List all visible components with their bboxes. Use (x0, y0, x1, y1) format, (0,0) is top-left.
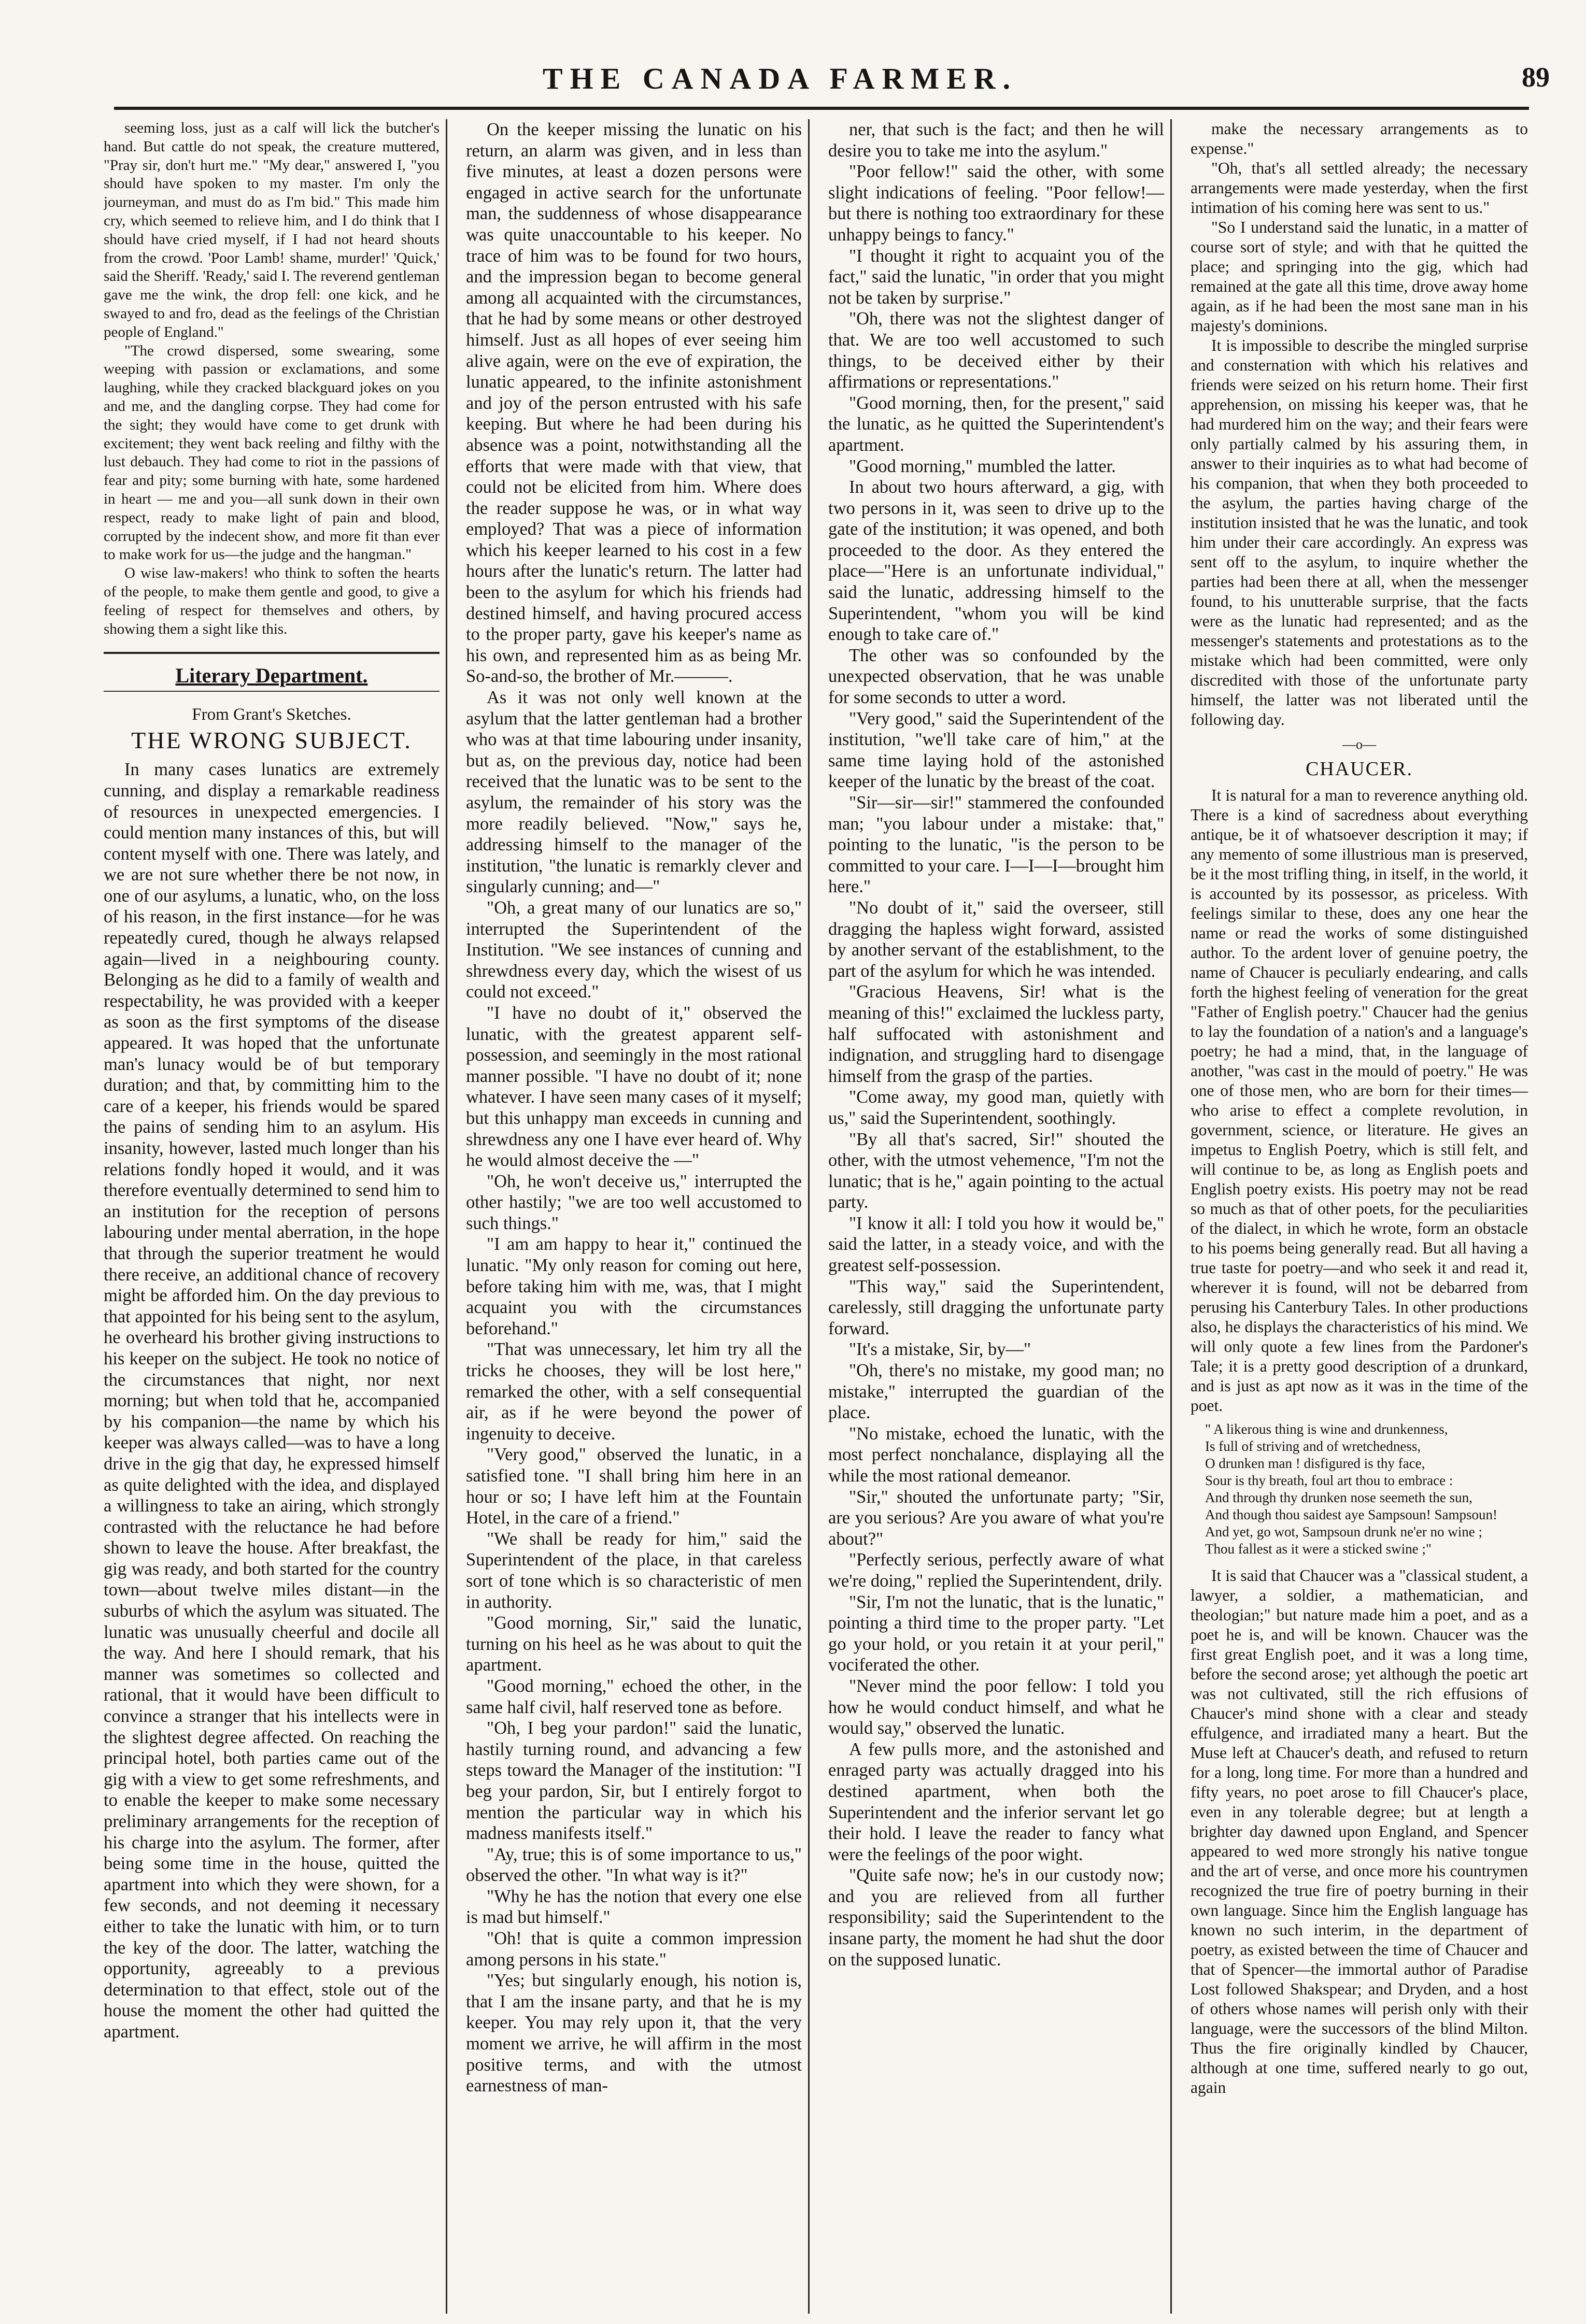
paragraph: "I thought it right to acquaint you of the fact," said the lunatic, "in order that you might not be taken by surprise." (828, 246, 1164, 308)
section-rule (104, 691, 440, 692)
paragraph: "Oh, I beg your pardon!" said the lunatic, hastily turning round, and advancing a few steps toward the Manager of the institution: "I beg your pardon, Sir, but I entirely forgot to mention the particular way in which his madness manifests itself." (466, 1718, 802, 1844)
page-header (31, 61, 1550, 123)
paragraph: "So I understand said the lunatic, in a matter of course sort of style; and with that he quitted the place; and springing into the gig, which had remained at the gate all this time, drove away home again, as if he had been the most sane man in his majesty's dominions. (1191, 218, 1528, 335)
paragraph: "Good morning, Sir," said the lunatic, turning on his heel as he was about to quit the apartment. (466, 1613, 802, 1675)
verse-line: And yet, go wot, Sampsoun drunk ne'er no wine ; (1205, 1524, 1483, 1539)
column-1 (104, 119, 447, 2314)
paragraph: As it was not only well known at the asylum that the latter gentleman had a brother who was at that time labouring under insanity, but as, on the previous day, notice had been received that the lunatic was to be sent to the asylum, the remainder of his story was the more readily believed. "Now," says he, addressing himself to the manager of the institution, "the lunatic is remarkly clever and singularly cunning; and—" (466, 688, 802, 897)
paragraph: "Good morning, then, for the present," said the lunatic, as he quitted the Superintendent's apartment. (828, 393, 1164, 455)
paragraph: "Ay, true; this is of some importance to us," observed the other. "In what way is it?" (466, 1844, 802, 1886)
verse-line: Sour is thy breath, foul art thou to embrace : (1205, 1473, 1453, 1488)
paragraph: "Oh, that's all settled already; the necessary arrangements were made yesterday, when the first intimation of his coming here was sent to us." (1191, 159, 1528, 217)
paragraph: "Sir—sir—sir!" stammered the confounded man; "you labour under a mistake: that," pointing to the lunatic, "is the person to be committed to your care. I—I—I—brought him here." (828, 793, 1164, 897)
paragraph: "Oh, he won't deceive us," interrupted the other hastily; "we are too well accustomed to such things." (466, 1171, 802, 1233)
paragraph: "Oh, a great many of our lunatics are so," interrupted the Superintendent of the Institution. "We see instances of cunning and shrewdness every day, which the wisest of us could not exceed." (466, 897, 802, 1002)
paragraph: "It's a mistake, Sir, by—" (849, 1339, 1031, 1360)
header-rule (114, 107, 1529, 110)
paragraph: On the keeper missing the lunatic on his return, an alarm was given, and in less than five minutes, at least a dozen persons were engaged in active search for the unfortunate man, the suddenness of whose disappearance was quite unaccountable to his keeper. No trace of him was to be found for two hours, and the impression began to become general among all acquainted with the circumstances, that he had by some means or other destroyed himself. Just as all hopes of ever seeing him alive again, were on the eve of expiration, the lunatic appeared, to the infinite astonishment and joy of the person entrusted with his safe keeping. But where he had been during his absence was a point, notwithstanding all the efforts that were made with that view, that could not be elicited from him. Where does the reader suppose he was, or in what way employed? That was a piece of information which his keeper learned to his cost in a few hours after the lunatic's return. The latter had been to the asylum for which his friends had destined himself, and having procured access to the proper party, gave his keeper's name as his own, and represented him as as being Mr. So-and-so, the brother of Mr.———. (466, 120, 802, 687)
verse-line: O drunken man ! disfigured is thy face, (1205, 1456, 1425, 1471)
article-title: CHAUCER. (1305, 758, 1413, 780)
verse-line: Thou fallest as it were a sticked swine ;" (1205, 1541, 1432, 1557)
paragraph: It is natural for a man to reverence anything old. There is a kind of sacredness about everything antique, be it of whatsoever description it may; if any memento of some illustrious man is preserved, be it the most trifling thing, in itself, in the world, it is accounted by its possessor, as priceless. With feelings similar to these, does any one hear the name or read the works of some distinguished author. To the ardent lover of genuine poetry, the name of Chaucer is peculiarly endearing, and calls forth the highest feeling of veneration for the great "Father of English poetry." Chaucer had the genius to lay the foundation of a nation's and a language's poetry; he had a mind, that, in the language of another, "was cast in the mould of poetry." He was one of those men, who are born for their times—who arise to effect a complete revolution, in government, science, or literature. He gives an impetus to English Poetry, which is still felt, and will continue to be, as long as English poets and English poetry exists. His poetry may not be read so much as that of other poets, for the peculiarities of the dialect, in which he wrote, form an obstacle to his poems being generally read. But all having a true taste for poetry—and who seek it and read it, wherever it is found, will not be debarred from perusing his Canterbury Tales. In other productions also, he displays the characteristics of his mind. We will only quote a few lines from the Pardoner's Tale; it is a pretty good description of a drunkard, and is just as apt now as it was in the time of the poet. (1191, 786, 1528, 1415)
paragraph: "This way," said the Superintendent, carelessly, still dragging the unfortunate party forward. (828, 1276, 1164, 1338)
paragraph: "Sir, I'm not the lunatic, that is the lunatic," pointing a third time to the proper party. "Let go your hold, or you retain it at your peril," vociferated the other. (828, 1592, 1164, 1675)
article-source: From Grant's Sketches. (192, 705, 351, 724)
running-head: THE CANADA FARMER. (542, 62, 1018, 95)
paragraph: "Good morning," mumbled the latter. (849, 456, 1116, 476)
paragraph: "Oh! that is quite a common impression among persons in his state." (466, 1929, 802, 1970)
paragraph: "I know it all: I told you how it would be," said the latter, in a steady voice, and with the greatest self-possession. (828, 1213, 1164, 1276)
paragraph: "Perfectly serious, perfectly aware of what we're doing," replied the Superintendent, drily. (828, 1550, 1164, 1591)
text-columns (104, 119, 1534, 2314)
column-2 (466, 119, 810, 2314)
paragraph: "Never mind the poor fellow: I told you how he would conduct himself, and what he would say," observed the lunatic. (828, 1676, 1164, 1738)
paragraph: make the necessary arrangements as to expense." (1191, 120, 1528, 158)
paragraph: In about two hours afterward, a gig, with two persons in it, was seen to drive up to the gate of the institution; it was opened, and both proceeded to the door. As they entered the place—"Here is an unfortunate individual," said the lunatic, addressing himself to the Superintendent, "whom you will be kind enough to take care of." (828, 477, 1164, 645)
paragraph: A few pulls more, and the astonished and enraged party was actually dragged into his destined apartment, when both the Superintendent and the inferior servant let go their hold. I leave the reader to fancy what were the feelings of the poor wight. (828, 1739, 1164, 1864)
paragraph: In many cases lunatics are extremely cunning, and display a remarkable readiness of resources in unexpected emergencies. I could mention many instances of this, but will content myself with one. There was lately, and we are not sure whether there be not now, in one of our asylums, a lunatic, who, on the loss of his reason, in the first instance—for he was repeatedly cured, though he always relapsed again—lived in a neighbouring county. Belonging as he did to a family of wealth and respectability, he was provided with a keeper as soon as the first symptoms of the disease appeared. It was hoped that the unfortunate man's lunacy would be of but temporary duration; and that, by committing him to the care of a keeper, his friends would be spared the pains of sending him to an asylum. His insanity, however, lasted much longer than his relations fondly hoped it would, and it was therefore eventually determined to send him to an institution for the reception of persons labouring under mental aberration, in the hope that through the superior treatment he would there receive, an additional chance of recovery might be afforded him. On the day previous to that appointed for his being sent to the asylum, he overheard his brother giving instructions to his keeper on the subject. He took no notice of the circumstances that night, nor next morning; but when told that he, accompanied by his companion—the name by which his keeper was always called—was to have a long drive in the gig that day, he expressed himself as quite delighted with the idea, and displayed a willingness to take an airing, which strongly contrasted with the reluctance he had before shown to leave the house. After breakfast, the gig was ready, and both started for the country town—about twelve miles distant—in the suburbs of which the asylum was situated. The lunatic was unusually cheerful and docile all the way. And here I should remark, that his manner was sometimes so collected and rational, that it would have been difficult to convince a stranger that his intellects were in the slightest degree affected. On reaching the principal hotel, both parties came out of the gig with a view to get some refreshments, and to enable the keeper to make some necessary preliminary arrangements for the reception of his charge into the asylum. The former, after being some time in the house, quitted the apartment into which they were shown, for a few seconds, and not deeming it necessary either to take the lunatic with him, or to turn the key of the door. The latter, watching the opportunity, agreeably to a previous determination to that effect, stole out of the house the moment the other had quitted the apartment. (104, 760, 440, 2042)
column-3 (828, 119, 1172, 2314)
column-4 (1191, 119, 1534, 2314)
article-divider: —o— (1342, 737, 1376, 752)
paragraph: "The crowd dispersed, some swearing, some weeping with passion or exclamations, and some laughing, while they cracked blackguard jokes on you and me, and the dangling corpse. They had come for the sight; they would have come to get drunk with excitement; they went back reeling and filthy with the lust debauch. They had come to riot in the passions of fear and pity; some burning with hate, some hardened in heart — me and you—all sunk down in their own respect, ready to make light of pain and blood, corrupted by the indecent show, and more fit than ever to make work for us—the judge and the hangman." (104, 342, 440, 563)
paragraph: The other was so confounded by the unexpected observation, that he was unable for some seconds to utter a word. (828, 645, 1164, 708)
paragraph: "Quite safe now; he's in our custody now; and you are relieved from all further responsibility; said the Superintendent to the insane party, the moment he had shut the door on the supposed lunatic. (828, 1865, 1164, 1970)
paragraph: O wise law-makers! who think to soften the hearts of the people, to make them gentle and good, to give a feeling of respect for themselves and others, by showing them a sight like this. (104, 565, 440, 637)
section-rule (104, 652, 440, 654)
paragraph: "Why he has the notion that every one else is mad but himself." (466, 1886, 802, 1928)
verse-line: And though thou saidest aye Sampsoun! Sampsoun! (1205, 1507, 1497, 1522)
paragraph: "Gracious Heavens, Sir! what is the meaning of this!" exclaimed the luckless party, half suffocated with astonishment and indignation, and struggling hard to disengage himself from the grasp of the parties. (828, 982, 1164, 1086)
paragraph: "Poor fellow!" said the other, with some slight indications of feeling. "Poor fellow!—but there is nothing too extraordinary for these unhappy beings to fancy." (828, 162, 1164, 245)
paragraph: "Oh, there was not the slightest danger of that. We are too well accustomed to such things, to be deceived either by their affirmations or representations." (828, 309, 1164, 392)
paragraph: "Yes; but singularly enough, his notion is, that I am the insane party, and that he is my keeper. You may rely upon it, that the very moment we arrive, he will affirm in the most positive terms, and with the utmost earnestness of man- (466, 1971, 802, 2096)
paragraph: "Sir," shouted the unfortunate party; "Sir, are you serious? Are you aware of what you're about?" (828, 1487, 1164, 1549)
paragraph: "That was unnecessary, let him try all the tricks he chooses, they will be lost here," remarked the other, with a self consequential air, as if he were beyond the power of ingenuity to deceive. (466, 1339, 802, 1444)
paragraph: seeming loss, just as a calf will lick the butcher's hand. But cattle do not speak, the creature muttered, "Pray sir, don't hurt me." "My dear," answered I, "you should have spoken to my master. I'm only the journeyman, and must do as I'm bid." This made him cry, which seemed to relieve him, and I do think that I should have cried myself, if I had not heard shouts from the crowd. 'Poor Lamb! shame, murder!' 'Quick,' said the Sheriff. 'Ready,' said I. The reverend gentleman gave me the wink, the drop fell: one kick, and he swayed to and fro, dead as the feelings of the Christian people of England." (104, 120, 440, 340)
section-heading: Literary Department. (175, 664, 368, 688)
paragraph: ner, that such is the fact; and then he will desire you to take me into the asylum." (828, 120, 1164, 161)
paragraph: It is impossible to describe the mingled surprise and consternation with which his relatives and friends were seized on his return home. Their first apprehension, on missing his keeper was, that he had murdered him on the way; and their fears were only partially calmed by his assuring them, in answer to their inquiries as to what had become of his companion, that when they both proceeded to the asylum, the parties having charge of the institution insisted that he was the lunatic, and took him under their care accordingly. An express was sent off to the asylum, to inquire whether the parties had been there at all, when the messenger found, to his unutterable surprise, that the facts were as the lunatic had represented; and as the messenger's statements and protestations as to the mistake which had been committed, were only discredited with those of the unfortunate party himself, the latter was not liberated until the following day. (1191, 336, 1528, 729)
paragraph: "No doubt of it," said the overseer, still dragging the hapless wight forward, assisted by another servant of the establishment, to the part of the asylum for which he was intended. (828, 897, 1164, 981)
paragraph: "Come away, my good man, quietly with us," said the Superintendent, soothingly. (828, 1087, 1164, 1128)
paragraph: It is said that Chaucer was a "classical student, a lawyer, a soldier, a mathematician, and theologian;" but nature made him a poet, and as a poet he is, and will be known. Chaucer was the first great English poet, and it was a long time, before the second arose; yet although the poetic art was not cultivated, still the rich effusions of Chaucer's mind shone with a clear and steady effulgence, and irradiated many a heart. But the Muse left at Chaucer's death, and refused to return for a long, long time. For more than a hundred and fifty years, no poet arose to fill Chaucer's place, even in any tolerable degree; but at length a brighter day dawned upon England, and Spencer appeared to wed more strongly his native tongue and the art of verse, and once more his countrymen recognized the true fire of poetry burning in their own language. Since him the English language has known no such interim, in the department of poetry, as existed between the time of Chaucer and that of Spencer—the immortal author of Paradise Lost followed Shakspear; and Dryden, and a host of others whose names will perish only with their language, were the successors of the blind Milton. Thus the fire originally kindled by Chaucer, although at one time, suffered nearly to go out, again (1191, 1566, 1528, 2097)
paragraph: "Good morning," echoed the other, in the same half civil, half reserved tone as before. (466, 1676, 802, 1717)
article-title: THE WRONG SUBJECT. (131, 727, 412, 754)
page-number: 89 (1522, 62, 1550, 93)
paragraph: "I am am happy to hear it," continued the lunatic. "My only reason for coming out here, before taking him with me, was, that I might acquaint you with the circumstances beforehand." (466, 1234, 802, 1338)
verse-line: Is full of striving and of wretchedness, (1205, 1438, 1421, 1454)
verse-line: " A likerous thing is wine and drunkenness, (1205, 1421, 1448, 1437)
paragraph: "Oh, there's no mistake, my good man; no mistake," interrupted the guardian of the place. (828, 1361, 1164, 1423)
paragraph: "No mistake, echoed the lunatic, with the most perfect nonchalance, displaying all the while the most rational demeanor. (828, 1423, 1164, 1486)
paragraph: "Very good," said the Superintendent of the institution, "we'll take care of him," at the same time laying hold of the astonished keeper of the lunatic by the breast of the coat. (828, 708, 1164, 792)
paragraph: "I have no doubt of it," observed the lunatic, with the greatest apparent self-possession, and seemingly in the most rational manner possible. "I have no doubt of it; none whatever. I have seen many cases of it myself; but this unhappy man exceeds in cunning and shrewdness any one I have ever heard of. Why he would almost deceive the —" (466, 1003, 802, 1171)
paragraph: "Very good," observed the lunatic, in a satisfied tone. "I shall bring him here in an hour or so; I have left him at the Fountain Hotel, in the care of a friend." (466, 1445, 802, 1528)
paragraph: "We shall be ready for him," said the Superintendent of the place, in that careless sort of tone which is so characteristic of men in authority. (466, 1529, 802, 1612)
paragraph: "By all that's sacred, Sir!" shouted the other, with the utmost vehemence, "I'm not the lunatic; that is he," again pointing to the actual party. (828, 1129, 1164, 1213)
verse-line: And through thy drunken nose seemeth the sun, (1205, 1490, 1472, 1505)
verse-quote (1191, 1421, 1528, 1558)
